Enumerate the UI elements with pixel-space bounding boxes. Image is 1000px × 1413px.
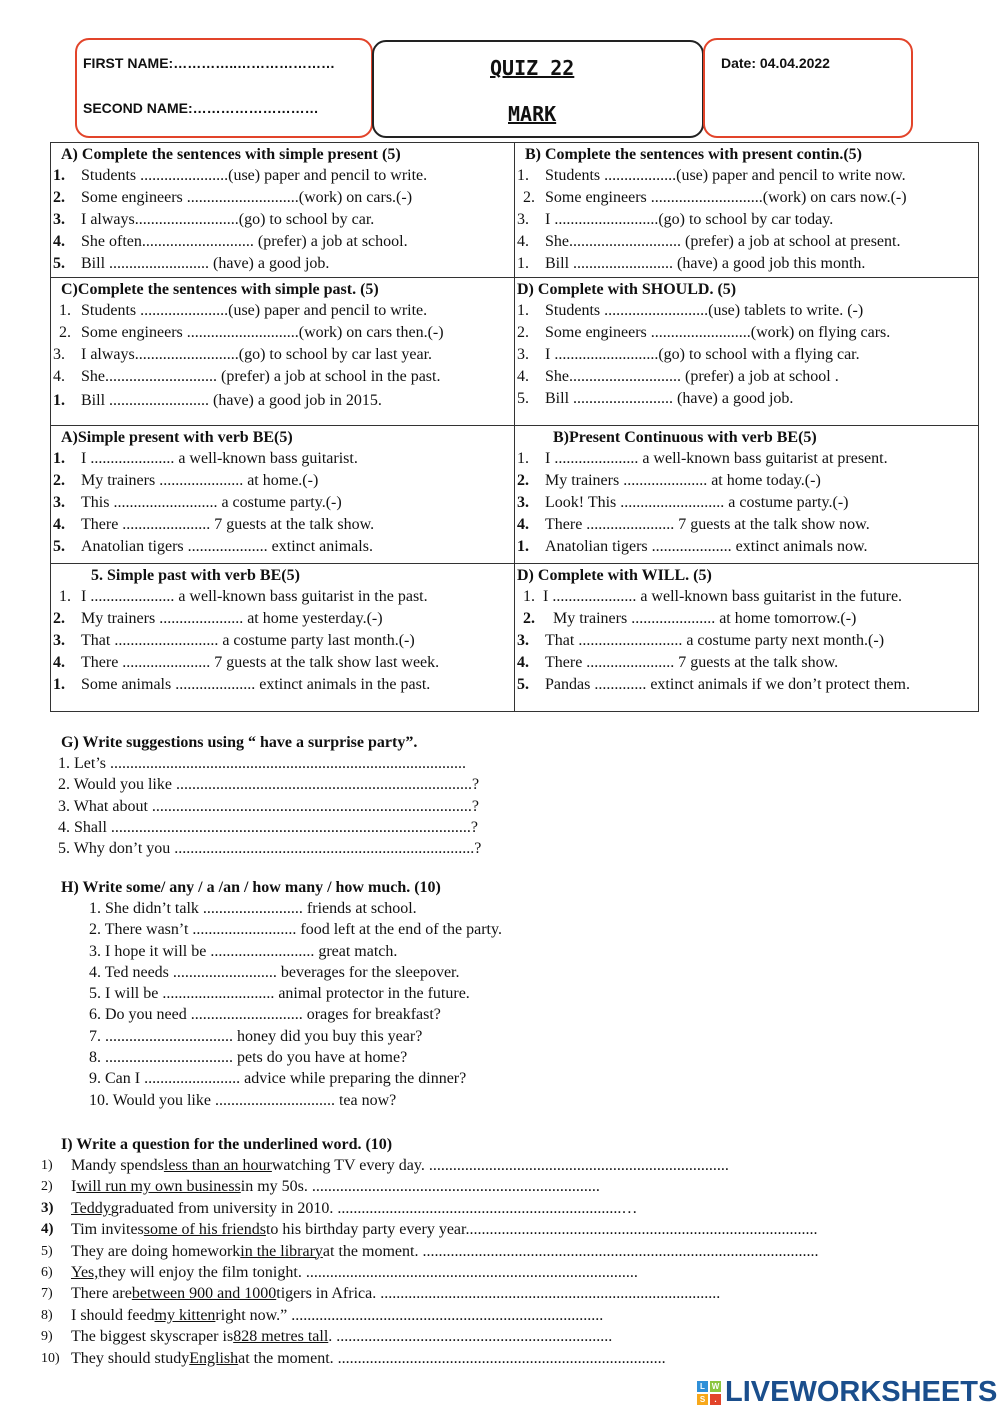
list-item: 4. She............................ (prefer) a job at school . bbox=[517, 366, 974, 388]
list-item: 1. Bill ......................... (have) a good job in 2015. bbox=[53, 390, 510, 412]
sentence: My trainers ..................... at home tomorrow.(-) bbox=[553, 610, 857, 627]
sentence: Some engineers ............................(work) on cars now.(-) bbox=[545, 189, 907, 206]
sentence: I always..........................(go) to school by car. bbox=[81, 211, 375, 228]
sentence: Pandas ............. extinct animals if we don’t protect them. bbox=[545, 676, 910, 693]
logo-tile: W bbox=[711, 1381, 720, 1391]
second-name-label: SECOND NAME:……………………… bbox=[83, 100, 319, 116]
list-item: 5. Why don’t you ...........................................................................? bbox=[58, 840, 482, 858]
box-title: A)Simple present with verb BE(5) bbox=[61, 429, 293, 446]
sentence: I ..................... a well-known bass guitarist. bbox=[81, 450, 358, 467]
list-item: 8) I should feed my kitten right now.” .............................................................................. bbox=[41, 1305, 818, 1326]
sentence: Look! This .......................... a costume party.(-) bbox=[545, 494, 849, 511]
sentence: Some engineers ............................(work) on cars then.(-) bbox=[81, 324, 444, 341]
list-item: 5. Bill ......................... (have) a good job. bbox=[53, 253, 510, 275]
list-item: 2. Some engineers .........................(work) on flying cars. bbox=[517, 322, 974, 344]
underlined-word: English bbox=[189, 1349, 239, 1367]
list-item: 5. Bill ......................... (have) a good job. bbox=[517, 388, 974, 410]
list-item: 2. Would you like ..........................................................................? bbox=[58, 776, 480, 794]
list-item: 1. I ..................... a well-known bass guitarist in the past. bbox=[53, 586, 510, 608]
list-item: 6. Do you need ............................ orages for breakfast? bbox=[89, 1006, 441, 1024]
list-item: 5. Anatolian tigers .................... extinct animals. bbox=[53, 536, 510, 558]
list-item: 8. ................................ pets do you have at home? bbox=[89, 1049, 408, 1067]
box-title: D) Complete with WILL. (5) bbox=[517, 567, 712, 584]
section-g bbox=[58, 732, 481, 859]
list-item: 2. Some engineers ............................(work) on cars then.(-) bbox=[53, 322, 510, 344]
date-box bbox=[703, 38, 913, 138]
list-item: 5. Pandas ............. extinct animals if we don’t protect them. bbox=[517, 674, 974, 696]
list-item: 1. Students ......................(use) paper and pencil to write. bbox=[53, 300, 510, 322]
first-name-label: FIRST NAME:…………..………………… bbox=[83, 55, 335, 71]
sentence: I ..................... a well-known bass guitarist in the future. bbox=[543, 588, 903, 605]
list-item: 9. Can I ........................ advice while preparing the dinner? bbox=[89, 1070, 467, 1088]
list-item: 5. I will be ............................ animal protector in the future. bbox=[89, 985, 470, 1003]
list-item: 3. I ..........................(go) to school with a flying car. bbox=[517, 344, 974, 366]
list-item: 3. That .......................... a costume party next month.(-) bbox=[517, 630, 974, 652]
list-item: 9) The biggest skyscraper is 828 metres tall . ..................................................................... bbox=[41, 1326, 818, 1347]
list-item: 3. Look! This .......................... a costume party.(-) bbox=[517, 492, 974, 514]
exercise-grid bbox=[50, 142, 979, 712]
underlined-word: less than an hour bbox=[163, 1157, 272, 1174]
sentence: She............................ (prefer) a job at school . bbox=[545, 368, 839, 385]
sentence: Bill ......................... (have) a good job this month. bbox=[545, 255, 866, 272]
underlined-word: 828 metres tall bbox=[233, 1328, 329, 1346]
list-item: 4. She............................ (prefer) a job at school in the past. bbox=[53, 366, 510, 388]
list-item: 1. Anatolian tigers .................... extinct animals now. bbox=[517, 536, 974, 558]
box-a-present-be bbox=[51, 426, 515, 564]
list-item: 2. My trainers ..................... at home.(-) bbox=[53, 470, 510, 492]
quiz-title: QUIZ 22 bbox=[490, 56, 575, 80]
box-title: B) Complete the sentences with present contin.(5) bbox=[525, 146, 862, 163]
logo-text: LIVEWORKSHEETS bbox=[725, 1376, 998, 1408]
section-i bbox=[41, 1134, 818, 1369]
sentence: I always..........................(go) to school by car last year. bbox=[81, 346, 433, 363]
sentence: My trainers ..................... at home.(-) bbox=[81, 472, 319, 489]
list-item: 1. Students ..................(use) paper and pencil to write now. bbox=[517, 165, 974, 187]
sentence: I ..........................(go) to school by car today. bbox=[545, 211, 834, 228]
sentence: Students ......................(use) paper and pencil to write. bbox=[81, 167, 428, 184]
sentence: Some engineers .........................(work) on flying cars. bbox=[545, 324, 891, 341]
underlined-word: my kitten bbox=[154, 1306, 216, 1324]
list-item: 2. My trainers ..................... at home today.(-) bbox=[517, 470, 974, 492]
list-item: 7) There are between 900 and 1000 tigers in Africa. ..................................................................................... bbox=[41, 1283, 818, 1304]
list-item: 1) Mandy spends less than an hour watching TV every day. ........................................................................... bbox=[41, 1155, 818, 1176]
sentence: Students ..................(use) paper and pencil to write now. bbox=[545, 167, 906, 184]
list-item: 1. Students ......................(use) paper and pencil to write. bbox=[53, 165, 510, 187]
list-item: 1. Some animals .................... extinct animals in the past. bbox=[53, 674, 510, 696]
sentence: There ...................... 7 guests at the talk show last week. bbox=[81, 654, 440, 671]
sentence: There ...................... 7 guests at the talk show. bbox=[545, 654, 839, 671]
box-d-should bbox=[515, 278, 979, 426]
box-past-be bbox=[51, 564, 515, 712]
box-title: D) Complete with SHOULD. (5) bbox=[517, 281, 737, 298]
list-item: 1. I ..................... a well-known bass guitarist in the future. bbox=[517, 586, 974, 608]
sentence: My trainers ..................... at home yesterday.(-) bbox=[81, 610, 383, 627]
list-item: 4. There ...................... 7 guests at the talk show. bbox=[53, 514, 510, 536]
logo-tile: S bbox=[697, 1394, 708, 1405]
mark-label: MARK bbox=[508, 102, 557, 126]
list-item: 6) Yes, they will enjoy the film tonight. ................................................................................... bbox=[41, 1262, 818, 1283]
list-item: 3. I ..........................(go) to school by car today. bbox=[517, 209, 974, 231]
box-d-will bbox=[515, 564, 979, 712]
list-item: 3. That .......................... a costume party last month.(-) bbox=[53, 630, 510, 652]
liveworksheets-logo[interactable] bbox=[697, 1376, 997, 1409]
list-item: 3. I hope it will be .......................... great match. bbox=[89, 942, 398, 960]
underlined-word: some of his friends bbox=[143, 1221, 266, 1239]
sentence: Some engineers ............................(work) on cars.(-) bbox=[81, 189, 413, 206]
sentence: Some animals .................... extinct animals in the past. bbox=[81, 676, 431, 693]
list-item: 1. I ..................... a well-known bass guitarist at present. bbox=[517, 448, 974, 470]
logo-icon bbox=[697, 1381, 721, 1405]
sentence: There ...................... 7 guests at the talk show. bbox=[81, 516, 375, 533]
list-item: 4) Tim invites some of his friends to his birthday party every year........................................................................................ bbox=[41, 1219, 818, 1240]
sentence: Anatolian tigers .................... extinct animals. bbox=[81, 538, 373, 555]
logo-tile: . bbox=[710, 1394, 721, 1405]
list-item: 3. What about ................................................................................? bbox=[58, 797, 480, 815]
logo-tile: L bbox=[697, 1381, 708, 1392]
list-item: 2. There wasn’t .......................... food left at the end of the party. bbox=[89, 921, 502, 939]
list-item: 5) They are doing homework in the library at the moment. ................................................................................................... bbox=[41, 1241, 818, 1262]
list-item: 1. Bill ......................... (have) a good job this month. bbox=[517, 253, 974, 275]
list-item: 1. Students ..........................(use) tablets to write. (-) bbox=[517, 300, 974, 322]
underlined-word: in the library bbox=[240, 1242, 323, 1260]
section-title: H) Write some/ any / a /an / how many / how much. (10) bbox=[61, 879, 441, 896]
list-item: 4. Ted needs .......................... beverages for the sleepover. bbox=[89, 963, 460, 981]
sentence: I ..................... a well-known bass guitarist at present. bbox=[545, 450, 888, 467]
list-item: 4. She often............................ (prefer) a job at school. bbox=[53, 231, 510, 253]
sentence: She often............................ (prefer) a job at school. bbox=[81, 233, 408, 250]
quiz-box bbox=[372, 40, 704, 138]
list-item: 4. There ...................... 7 guests at the talk show last week. bbox=[53, 652, 510, 674]
sentence: I ..................... a well-known bass guitarist in the past. bbox=[81, 588, 428, 605]
sentence: She............................ (prefer) a job at school in the past. bbox=[81, 368, 441, 385]
list-item: 2. Some engineers ............................(work) on cars.(-) bbox=[53, 187, 510, 209]
list-item: 10. Would you like .............................. tea now? bbox=[89, 1091, 397, 1109]
list-item: 4. There ...................... 7 guests at the talk show. bbox=[517, 652, 974, 674]
sentence: That .......................... a costume party last month.(-) bbox=[81, 632, 415, 649]
sentence: Bill ......................... (have) a good job. bbox=[545, 390, 794, 407]
box-b-present-continuous bbox=[515, 143, 979, 278]
list-item: 1. Let’s ......................................................................................... bbox=[58, 755, 466, 772]
box-c-simple-past bbox=[51, 278, 515, 426]
list-item: 3. I always..........................(go) to school by car. bbox=[53, 209, 510, 231]
list-item: 2. My trainers ..................... at home tomorrow.(-) bbox=[517, 608, 974, 630]
box-a-simple-present bbox=[51, 143, 515, 278]
box-title: A) Complete the sentences with simple present (5) bbox=[61, 146, 401, 163]
underlined-word: between 900 and 1000 bbox=[131, 1285, 277, 1303]
box-title: C)Complete the sentences with simple past. (5) bbox=[61, 281, 379, 298]
box-b-continuous-be bbox=[515, 426, 979, 564]
sentence: My trainers ..................... at home today.(-) bbox=[545, 472, 821, 489]
sentence: Students ......................(use) paper and pencil to write. bbox=[81, 302, 428, 319]
sentence: She............................ (prefer) a job at school at present. bbox=[545, 233, 901, 250]
list-item: 10) They should study English at the moment. .................................................................................. bbox=[41, 1348, 818, 1369]
list-item: 3) Teddy graduated from university in 2010. .......................................................................… bbox=[41, 1198, 818, 1219]
name-box bbox=[75, 38, 373, 138]
list-item: 2. Some engineers ............................(work) on cars now.(-) bbox=[517, 187, 974, 209]
list-item: 7. ................................ honey did you buy this year? bbox=[89, 1027, 423, 1045]
sentence: This .......................... a costume party.(-) bbox=[81, 494, 342, 511]
list-item: 1. She didn’t talk ......................... friends at school. bbox=[89, 900, 417, 917]
sentence: There ...................... 7 guests at the talk show now. bbox=[545, 516, 870, 533]
sentence: I ..........................(go) to school with a flying car. bbox=[545, 346, 860, 363]
box-title: 5. Simple past with verb BE(5) bbox=[91, 567, 300, 584]
list-item: 4. She............................ (prefer) a job at school at present. bbox=[517, 231, 974, 253]
sentence: Students ..........................(use) tablets to write. (-) bbox=[545, 302, 864, 319]
date-label: Date: 04.04.2022 bbox=[721, 55, 830, 71]
list-item: 1. I ..................... a well-known bass guitarist. bbox=[53, 448, 510, 470]
section-title: G) Write suggestions using “ have a surprise party”. bbox=[61, 734, 418, 751]
list-item: 4. Shall ..........................................................................................? bbox=[58, 818, 478, 836]
list-item: 3. This .......................... a costume party.(-) bbox=[53, 492, 510, 514]
section-title: I) Write a question for the underlined word. (10) bbox=[61, 1136, 393, 1153]
sentence: Bill ......................... (have) a good job. bbox=[81, 255, 330, 272]
underlined-word: Teddy bbox=[71, 1199, 111, 1217]
list-item: 2) I will run my own business in my 50s. ........................................................................ bbox=[41, 1176, 818, 1197]
list-item: 4. There ...................... 7 guests at the talk show now. bbox=[517, 514, 974, 536]
sentence: Anatolian tigers .................... extinct animals now. bbox=[545, 538, 868, 555]
sentence: Bill ......................... (have) a good job in 2015. bbox=[81, 392, 382, 409]
list-item: 3. I always..........................(go) to school by car last year. bbox=[53, 344, 510, 366]
underlined-word: Yes, bbox=[71, 1264, 99, 1282]
box-title: B)Present Continuous with verb BE(5) bbox=[553, 429, 817, 446]
section-h bbox=[61, 877, 502, 1111]
underlined-word: will run my own business bbox=[76, 1178, 241, 1196]
list-item: 2. My trainers ..................... at home yesterday.(-) bbox=[53, 608, 510, 630]
sentence: That .......................... a costume party next month.(-) bbox=[545, 632, 885, 649]
